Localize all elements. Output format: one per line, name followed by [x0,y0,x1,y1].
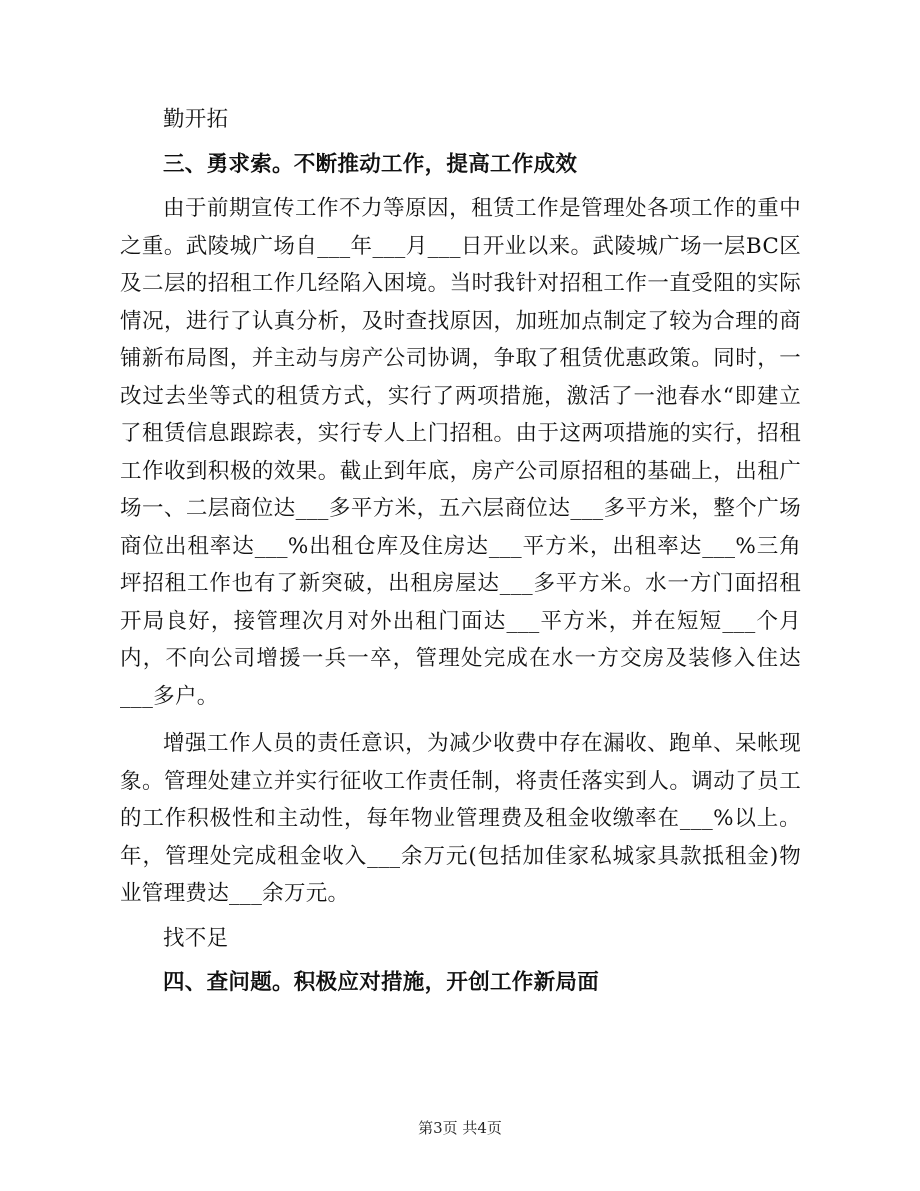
section-heading-3: 三、勇求索。不断推动工作，提高工作成效 [163,151,578,177]
paragraph-responsibility: 增强工作人员的责任意识，为减少收费中存在漏收、跑单、呆帐现象。管理处建立并实行征收工作责任制，将责任落实到人。调动了员工的工作积极性和主动性，每年物业管理费及租金收缴率在___%以上。年，管理处完成租金收入___余万元(包括加佳家私城家具款抵租金)物业管理费达___余万元。 [120,731,801,906]
paragraph-leasing: 由于前期宣传工作不力等原因，租赁工作是管理处各项工作的重中之重。武陵城广场自___年___月___日开业以来。武陵城广场一层BC区及二层的招租工作几经陷入困境。当时我针对招租工作一直受阻的实际情况，进行了认真分析，及时查找原因，加班加点制定了较为合理的商铺新布局图，并主动与房产公司协调，争取了租赁优惠政策。同时，一改过去坐等式的租赁方式，实行了两项措施，激活了一池春水“即建立了租赁信息跟踪表，实行专人上门招租。由于这两项措施的实行，招租工作收到积极的效果。截止到年底，房产公司原招租的基础上，出租广场一、二层商位达___多平方米，五六层商位达___多平方米，整个广场商位出租率达___%出租仓库及住房达___平方米，出租率达___%三角坪招租工作也有了新突破，出租房屋达___多平方米。水一方门面招租开局良好，接管理次月对外出租门面达___平方米，并在短短___个月内，不向公司增援一兵一卒，管理处完成在水一方交房及装修入住达___多户。 [120,196,801,709]
section-tail-text-2: 找不足 [163,925,229,951]
section-heading-4: 四、查问题。积极应对措施，开创工作新局面 [163,970,600,995]
page-number-footer: 第3页 共4页 [418,1119,502,1137]
section-tail-text: 勤开拓 [163,107,229,132]
document-body [120,101,801,1002]
